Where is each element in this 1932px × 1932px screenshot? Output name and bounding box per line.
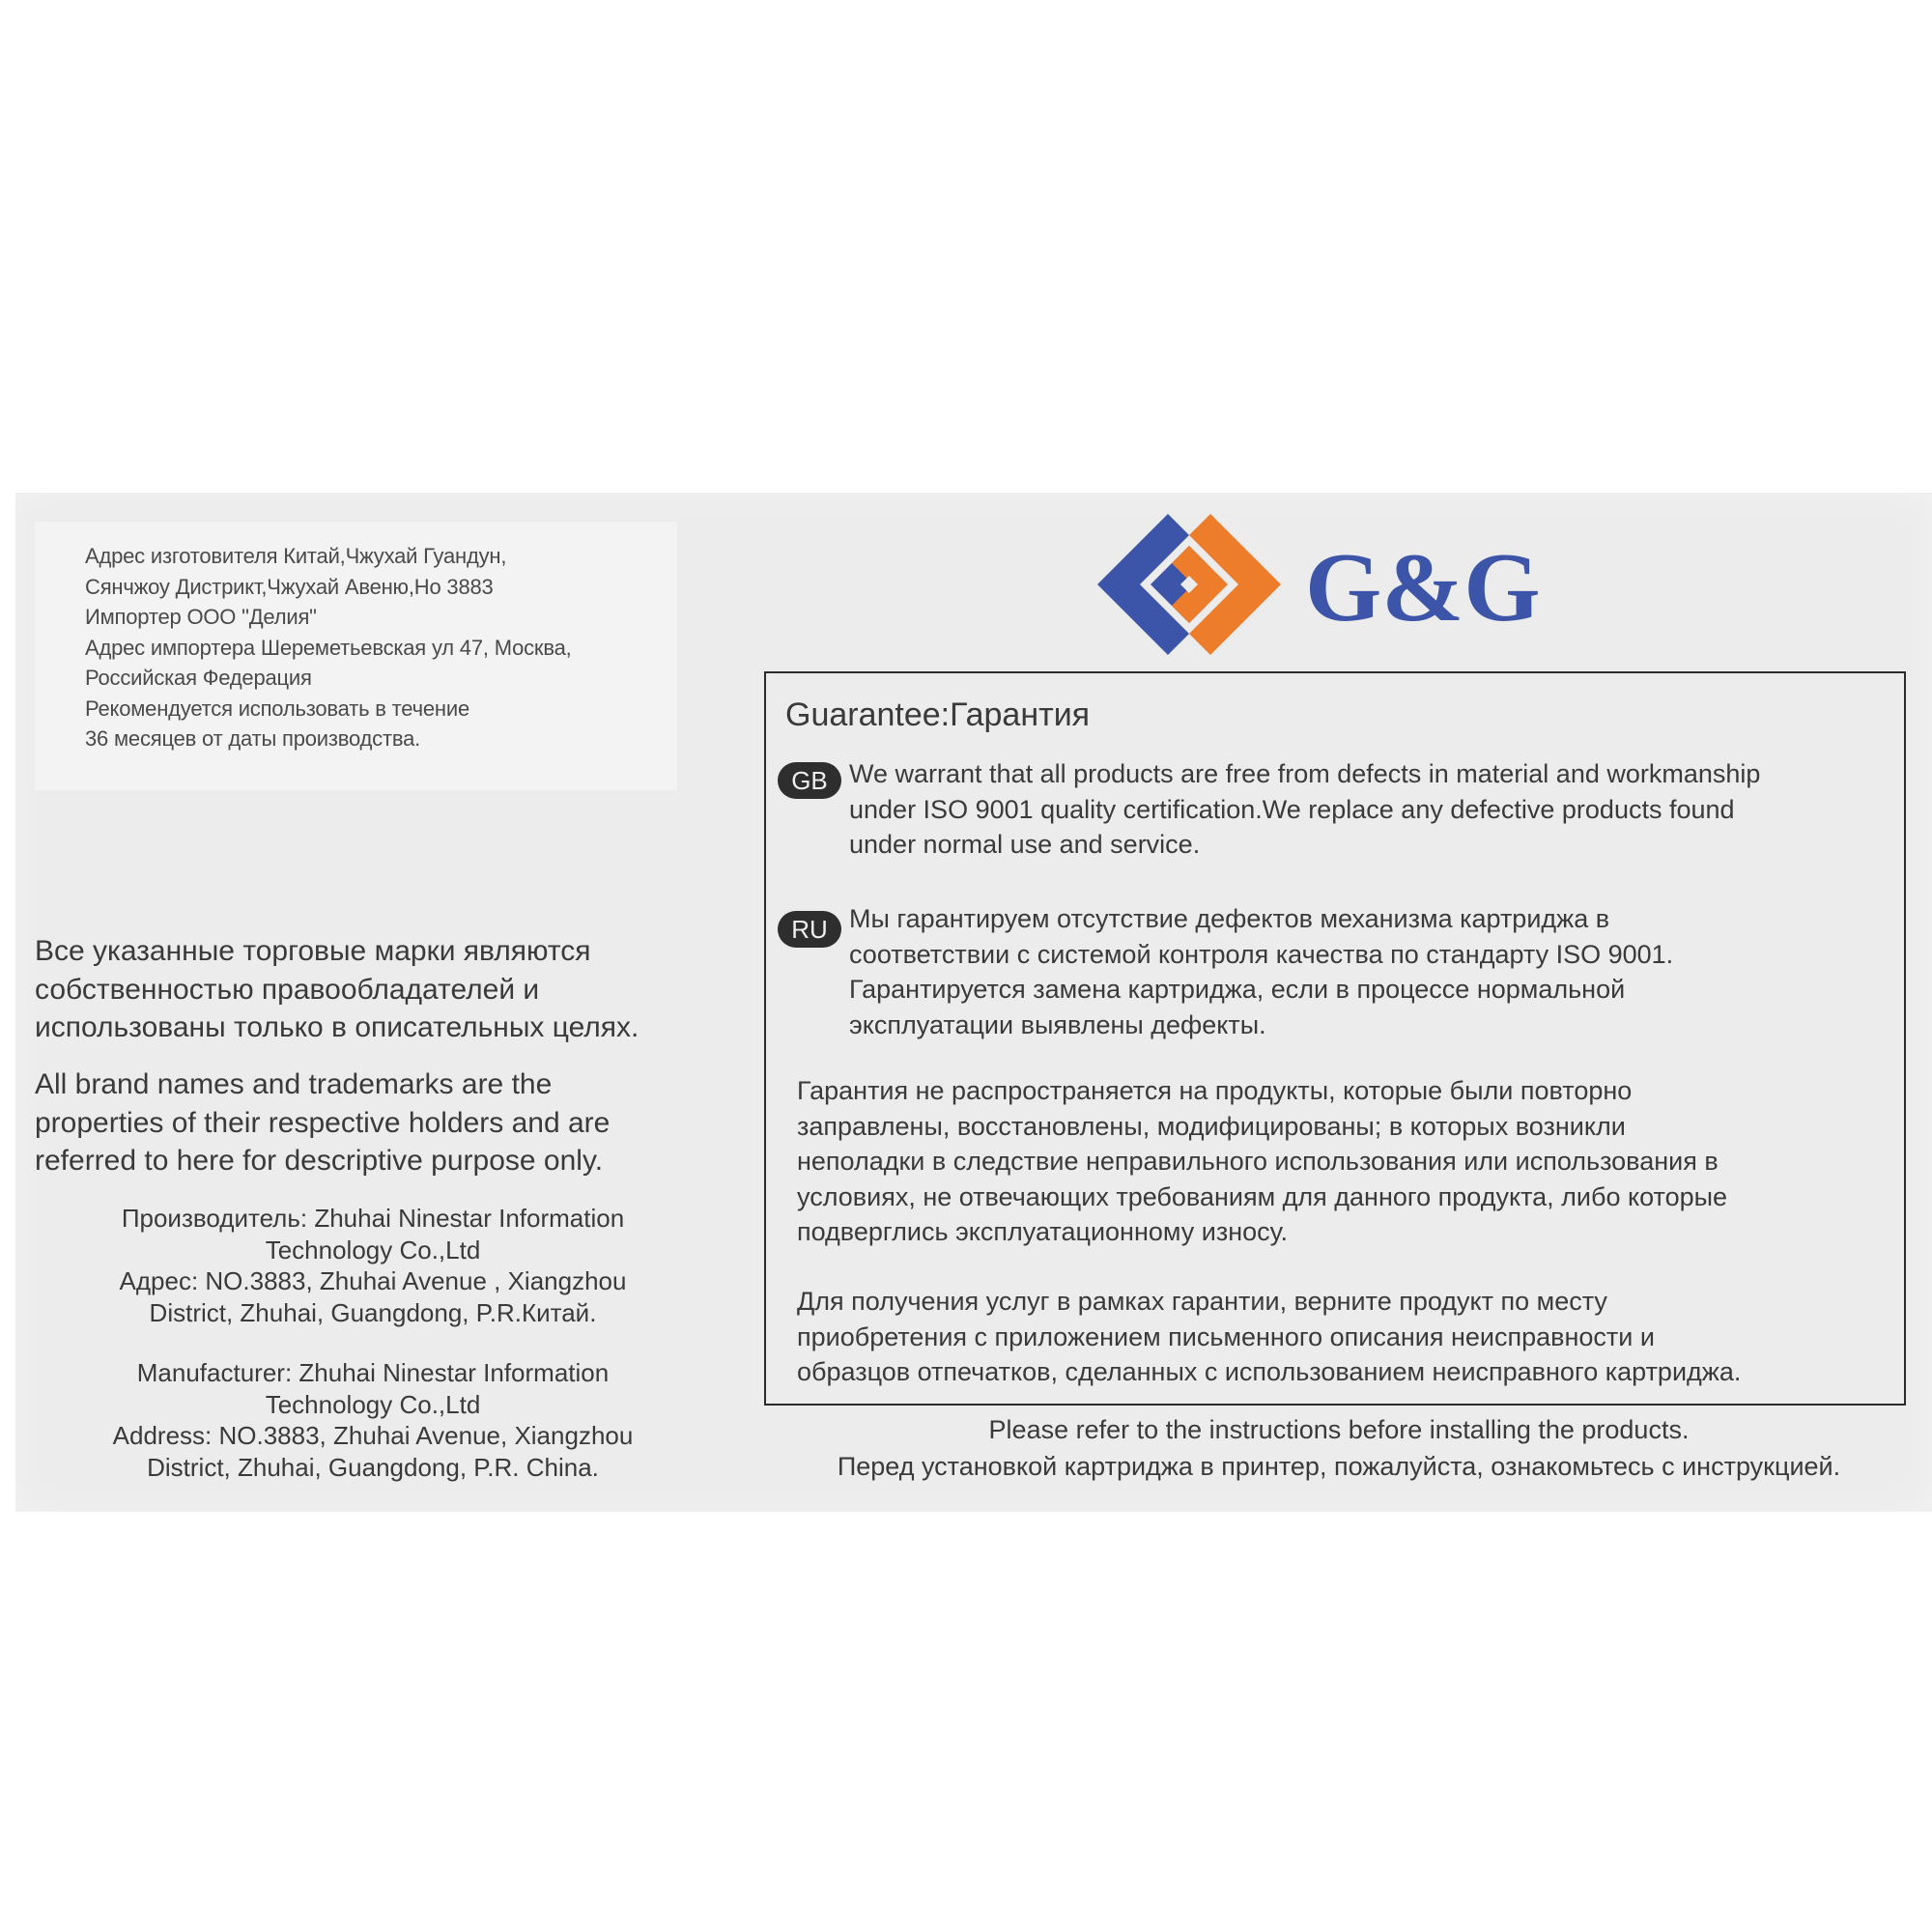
trademark-line: referred to here for descriptive purpose only. [35, 1145, 604, 1177]
sticker-line: Адрес изготовителя Китай,Чжухай Гуандун, [85, 544, 507, 568]
importer-sticker [35, 522, 677, 790]
brand-logo-icon [1097, 512, 1619, 657]
exclusion-line: неполадки в следствие неправильного использования или использования в [797, 1147, 1719, 1176]
trademark-line: properties of their respective holders and are [35, 1106, 611, 1139]
manufacturer-line: Technology Co.,Ltd [265, 1389, 481, 1419]
sticker-line: Сянчжоу Дистрикт,Чжухай Авеню,Но 3883 [85, 574, 494, 599]
sticker-line: Российская Федерация [85, 666, 312, 690]
service-line: образцов отпечатков, сделанных с использованием неисправного картриджа. [797, 1357, 1742, 1386]
install-instructions-ru: Перед установкой картриджа в принтер, пожалуйста, ознакомьтесь с инструкцией. [837, 1452, 1841, 1481]
manufacturer-line: Address: NO.3883, Zhuhai Avenue, Xiangzhou [112, 1421, 634, 1450]
manufacturer-line: Technology Co.,Ltd [265, 1235, 481, 1264]
manufacturer-info-ru [54, 1203, 692, 1328]
brand-logo-text: G&G [1305, 533, 1541, 642]
guarantee-exclusions [797, 1073, 1727, 1250]
guarantee-line: under ISO 9001 quality certification.We replace any defective products found [849, 794, 1735, 824]
language-badge-gb: GB [778, 762, 841, 799]
guarantee-title: Guarantee:Гарантия [785, 696, 1091, 733]
sticker-line: Импортер ООО "Делия" [85, 605, 317, 629]
guarantee-line: соответствии с системой контроля качества по стандарту ISO 9001. [849, 939, 1674, 969]
guarantee-line: We warrant that all products are free from defects in material and workmanship [849, 759, 1761, 788]
trademark-notice-en [35, 1065, 730, 1180]
guarantee-service-info [797, 1284, 1741, 1390]
trademark-notice-ru [35, 932, 730, 1047]
guarantee-text-gb [849, 756, 1760, 863]
trademark-line: All brand names and trademarks are the [35, 1068, 553, 1100]
trademark-line: Все указанные торговые марки являются [35, 935, 591, 967]
install-instructions-en: Please refer to the instructions before installing the products. [988, 1415, 1690, 1444]
exclusion-line: условиях, не отвечающих требованиям для данного продукта, либо которые [797, 1181, 1728, 1211]
brand-logo [1097, 512, 1619, 657]
guarantee-box [764, 671, 1906, 1406]
manufacturer-info-en [54, 1357, 692, 1483]
manufacturer-line: Адрес: NO.3883, Zhuhai Avenue , Xiangzhou [119, 1266, 627, 1295]
manufacturer-line: District, Zhuhai, Guangdong, P.R. China. [147, 1452, 599, 1482]
manufacturer-line: District, Zhuhai, Guangdong, P.R.Китай. [149, 1297, 597, 1327]
exclusion-line: Гарантия не распространяется на продукты, которые были повторно [797, 1076, 1633, 1105]
guarantee-line: under normal use and service. [849, 830, 1201, 859]
guarantee-line: Гарантируется замена картриджа, если в процессе нормальной [849, 975, 1626, 1004]
guarantee-text-ru [849, 901, 1673, 1042]
manufacturer-line: Manufacturer: Zhuhai Ninestar Information [136, 1358, 610, 1387]
exclusion-line: подверглись эксплуатационному износу. [797, 1217, 1288, 1246]
language-badge-ru: RU [778, 911, 841, 948]
trademark-line: использованы только в описательных целях. [35, 1011, 639, 1043]
service-line: Для получения услуг в рамках гарантии, верните продукт по месту [797, 1287, 1607, 1316]
trademark-line: собственностью правообладателей и [35, 973, 540, 1006]
manufacturer-line: Производитель: Zhuhai Ninestar Information [121, 1204, 625, 1233]
guarantee-line: эксплуатации выявлены дефекты. [849, 1009, 1266, 1039]
sticker-line: 36 месяцев от даты производства. [85, 726, 421, 751]
sticker-line: Адрес импортера Шереметьевская ул 47, Москва, [85, 635, 572, 660]
package-label-panel [15, 493, 1932, 1512]
exclusion-line: заправлены, восстановлены, модифицированы; в которых возникли [797, 1111, 1626, 1141]
sticker-line: Рекомендуется использовать в течение [85, 696, 469, 721]
service-line: приобретения с приложением письменного описания неисправности и [797, 1321, 1655, 1351]
guarantee-line: Мы гарантируем отсутствие дефектов механизма картриджа в [849, 904, 1610, 933]
